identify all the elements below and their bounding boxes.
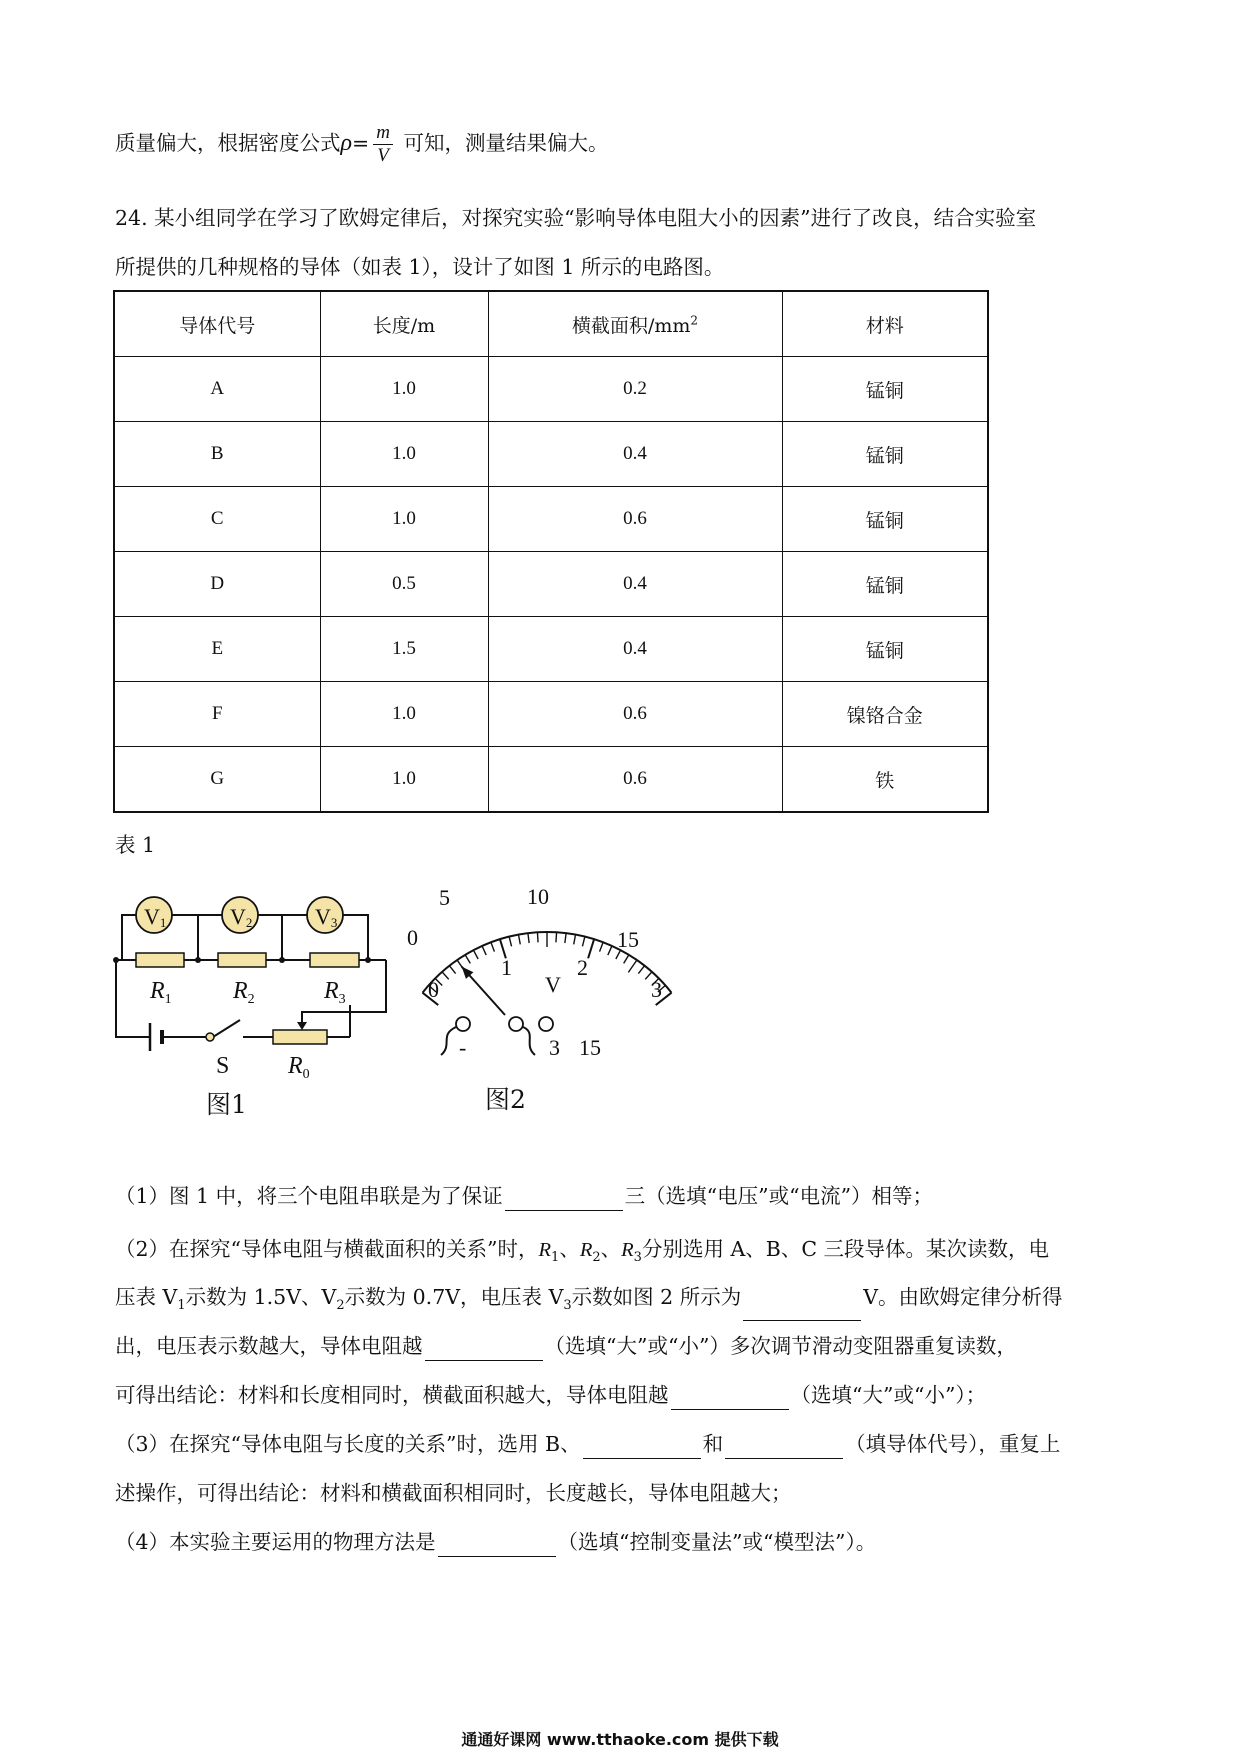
cell-code: D: [114, 552, 320, 617]
header-area: [488, 291, 782, 357]
part-3-text: （3）在探究“导体电阻与长度的关系”时，选用 B、: [115, 1432, 581, 1456]
part-3-line-1: [115, 1429, 1125, 1459]
cell-length: 1.5: [320, 617, 488, 682]
part-2-line-3: [115, 1331, 1125, 1361]
header-area-label: 横截面积/mm: [571, 314, 691, 337]
cell-length: 1.0: [320, 487, 488, 552]
voltmeter-v3-label: V3: [315, 904, 338, 930]
v2-sub: 2: [336, 1298, 345, 1314]
dial-tick: [442, 972, 449, 979]
dial-tick: [482, 946, 486, 955]
answer-blank-3[interactable]: [425, 1336, 543, 1361]
r3-symbol: R: [621, 1239, 634, 1261]
voltmeter-v1-label: V1: [144, 904, 167, 930]
dial-tick: [582, 937, 584, 947]
dial-tick: [465, 955, 470, 964]
r3-sub: 3: [633, 1250, 642, 1266]
dial-tick: [556, 932, 557, 942]
v1-sub: 1: [177, 1298, 186, 1314]
dial-tick: [537, 932, 538, 942]
terminal-label: -: [459, 1035, 467, 1060]
top-line: [115, 122, 1125, 167]
part-3-text: 和: [702, 1432, 724, 1456]
cell-area: 0.4: [488, 617, 782, 682]
table-caption: 表 1: [115, 833, 156, 857]
cell-material: 锰铜: [782, 617, 988, 682]
junction-dot: [195, 957, 201, 963]
cell-material: 锰铜: [782, 487, 988, 552]
lower-label: 1: [501, 955, 512, 980]
junction-dot: [113, 957, 119, 963]
cell-length: 1.0: [320, 422, 488, 487]
top-line-text: 质量偏大，根据密度公式: [115, 131, 341, 155]
cell-area: 0.6: [488, 682, 782, 747]
header-material: 材料: [782, 291, 988, 357]
part-3-text: （填导体代号），重复上: [845, 1432, 1061, 1456]
part-2-line-2: [115, 1282, 1125, 1321]
table-row: [114, 422, 988, 487]
upper-label: 0: [407, 925, 418, 950]
separator: 、: [600, 1237, 622, 1261]
wire-negative: [441, 1027, 456, 1055]
part-1-options: 三（选填“电压”或“电流”）相等；: [624, 1184, 934, 1208]
conductor-table: [113, 290, 989, 813]
part-2-text: （选填“大”或“小”）；: [790, 1383, 987, 1407]
cell-code: A: [114, 357, 320, 422]
answer-blank-4[interactable]: [671, 1385, 789, 1410]
part-2-text: 示数为 1.5V、V: [185, 1285, 337, 1309]
table-row: [114, 552, 988, 617]
dial-tick: [473, 950, 478, 959]
r3-label: $R_3$: [324, 978, 346, 1007]
wire-positive: [523, 1027, 535, 1055]
resistor-r2: [218, 953, 266, 967]
answer-blank-1[interactable]: [505, 1186, 623, 1211]
circuit-diagram: [110, 880, 410, 1120]
cell-material: 锰铜: [782, 422, 988, 487]
part-2-line-1: [115, 1234, 1125, 1273]
cell-area: 0.2: [488, 357, 782, 422]
part-2-text: 压表 V: [115, 1285, 178, 1309]
dial-tick: [588, 939, 594, 958]
part-4-text: （4）本实验主要运用的物理方法是: [115, 1530, 436, 1554]
terminal-label: 15: [579, 1035, 601, 1060]
cell-length: 1.0: [320, 747, 488, 813]
table-row: [114, 487, 988, 552]
question-line-2: 所提供的几种规格的导体（如表 1），设计了如图 1 所示的电路图。: [115, 255, 725, 279]
part-2-text: 示数如图 2 所示为: [571, 1285, 742, 1309]
figure2-caption: 图2: [485, 1085, 526, 1114]
part-1-text: （1）图 1 中，将三个电阻串联是为了保证: [115, 1184, 503, 1208]
resistor-r1: [136, 953, 184, 967]
part-2-line-4: [115, 1380, 1125, 1410]
r2-label: $R_2$: [233, 978, 255, 1007]
lower-label: 2: [577, 955, 588, 980]
cell-code: F: [114, 682, 320, 747]
part-2-text: 可得出结论：材料和长度相同时，横截面积越大，导体电阻越: [115, 1383, 669, 1407]
cell-length: 0.5: [320, 552, 488, 617]
fraction-denominator: V: [377, 145, 389, 166]
r2-symbol: R: [579, 1239, 593, 1261]
part-2-text: （选填“大”或“小”）多次调节滑动变阻器重复读数，: [544, 1334, 1017, 1358]
cell-length: 1.0: [320, 682, 488, 747]
part-2-text: （2）在探究“导体电阻与横截面积的关系”时，: [115, 1237, 539, 1261]
separator: 、: [559, 1237, 580, 1261]
cell-material: 镍铬合金: [782, 682, 988, 747]
dial-tick: [574, 935, 576, 945]
part-4: [115, 1527, 1125, 1557]
dial-tick: [528, 933, 529, 943]
lower-label: 0: [428, 977, 439, 1002]
part-2-text: 示数为 0.7V，电压表 V: [344, 1285, 564, 1309]
r2-sub: 2: [592, 1250, 601, 1266]
cell-material: 锰铜: [782, 552, 988, 617]
cell-area: 0.6: [488, 487, 782, 552]
answer-blank-6[interactable]: [725, 1434, 843, 1459]
dial-tick: [518, 935, 520, 945]
dial-tick: [600, 942, 604, 951]
cell-code: C: [114, 487, 320, 552]
answer-blank-2[interactable]: [743, 1296, 861, 1321]
r1-sub: 1: [551, 1250, 560, 1266]
dial-tick: [509, 937, 511, 947]
cell-material: 铁: [782, 747, 988, 813]
part-3-line-2: 述操作，可得出结论：材料和横截面积相同时，长度越长，导体电阻越大；: [115, 1481, 792, 1505]
rheostat-slider-arrow: [297, 1022, 307, 1030]
dial-tick: [624, 955, 629, 964]
terminal-3: [509, 1017, 523, 1031]
part-2-text: 分别选用 A、B、C 三段导体。某次读数，电: [641, 1237, 1050, 1261]
page-footer: 通通好课网 www.tthaoke.com 提供下载: [461, 1730, 779, 1749]
resistor-r3: [310, 953, 359, 967]
cell-code: B: [114, 422, 320, 487]
figure1-caption: 图1: [206, 1090, 247, 1119]
r1-symbol: R: [538, 1239, 552, 1261]
r0-label: $R_0$: [288, 1053, 310, 1082]
dial-tick: [565, 933, 566, 943]
question-line-1: 24. 某小组同学在学习了欧姆定律后，对探究实验“影响导体电阻大小的因素”进行了改良，结合实验室: [115, 206, 1037, 230]
rheostat-r0: [273, 1030, 327, 1044]
voltmeter-v2-label: V2: [230, 904, 253, 930]
rho-symbol: ρ: [340, 130, 353, 156]
terminal-label: 3: [549, 1035, 560, 1060]
part-2-text: V。由欧姆定律分析得: [863, 1285, 1063, 1309]
fraction-numerator: m: [373, 122, 393, 145]
table-row: [114, 747, 988, 813]
answer-blank-7[interactable]: [438, 1532, 556, 1557]
terminal-negative: [456, 1017, 470, 1031]
lower-label: 3: [651, 977, 662, 1002]
table-row: [114, 617, 988, 682]
upper-label: 10: [527, 884, 549, 909]
dial-unit: V: [545, 972, 561, 997]
equals-sign: =: [352, 131, 370, 155]
r1-label: $R_1$: [150, 978, 172, 1007]
cell-code: E: [114, 617, 320, 682]
table-row: [114, 682, 988, 747]
dial-tick: [491, 942, 495, 951]
dial-tick: [638, 966, 644, 974]
switch-label: S: [216, 1053, 230, 1079]
cell-material: 锰铜: [782, 357, 988, 422]
voltmeter-dial: [395, 875, 735, 1120]
v3-sub: 3: [563, 1298, 572, 1314]
part-1: [115, 1181, 1125, 1211]
cell-area: 0.6: [488, 747, 782, 813]
table-row: [114, 357, 988, 422]
header-area-sup: 2: [690, 313, 699, 328]
cell-area: 0.4: [488, 422, 782, 487]
cell-length: 1.0: [320, 357, 488, 422]
header-length: 长度/m: [320, 291, 488, 357]
part-4-options: （选填“控制变量法”或“模型法”）。: [557, 1530, 877, 1554]
cell-code: G: [114, 747, 320, 813]
dial-tick: [608, 946, 612, 955]
header-code: 导体代号: [114, 291, 320, 357]
terminal-15: [539, 1017, 553, 1031]
dial-tick: [449, 966, 455, 974]
upper-label: 5: [439, 885, 450, 910]
top-line-conclusion: 可知，测量结果偏大。: [403, 131, 609, 155]
switch-pivot: [206, 1033, 214, 1041]
answer-blank-5[interactable]: [583, 1434, 701, 1459]
cell-area: 0.4: [488, 552, 782, 617]
table-header-row: [114, 291, 988, 357]
junction-dot: [365, 957, 371, 963]
part-2-text: 出，电压表示数越大，导体电阻越: [115, 1334, 423, 1358]
upper-label: 15: [617, 927, 639, 952]
density-fraction: [373, 122, 393, 167]
dial-tick: [628, 960, 637, 972]
junction-dot: [279, 957, 285, 963]
